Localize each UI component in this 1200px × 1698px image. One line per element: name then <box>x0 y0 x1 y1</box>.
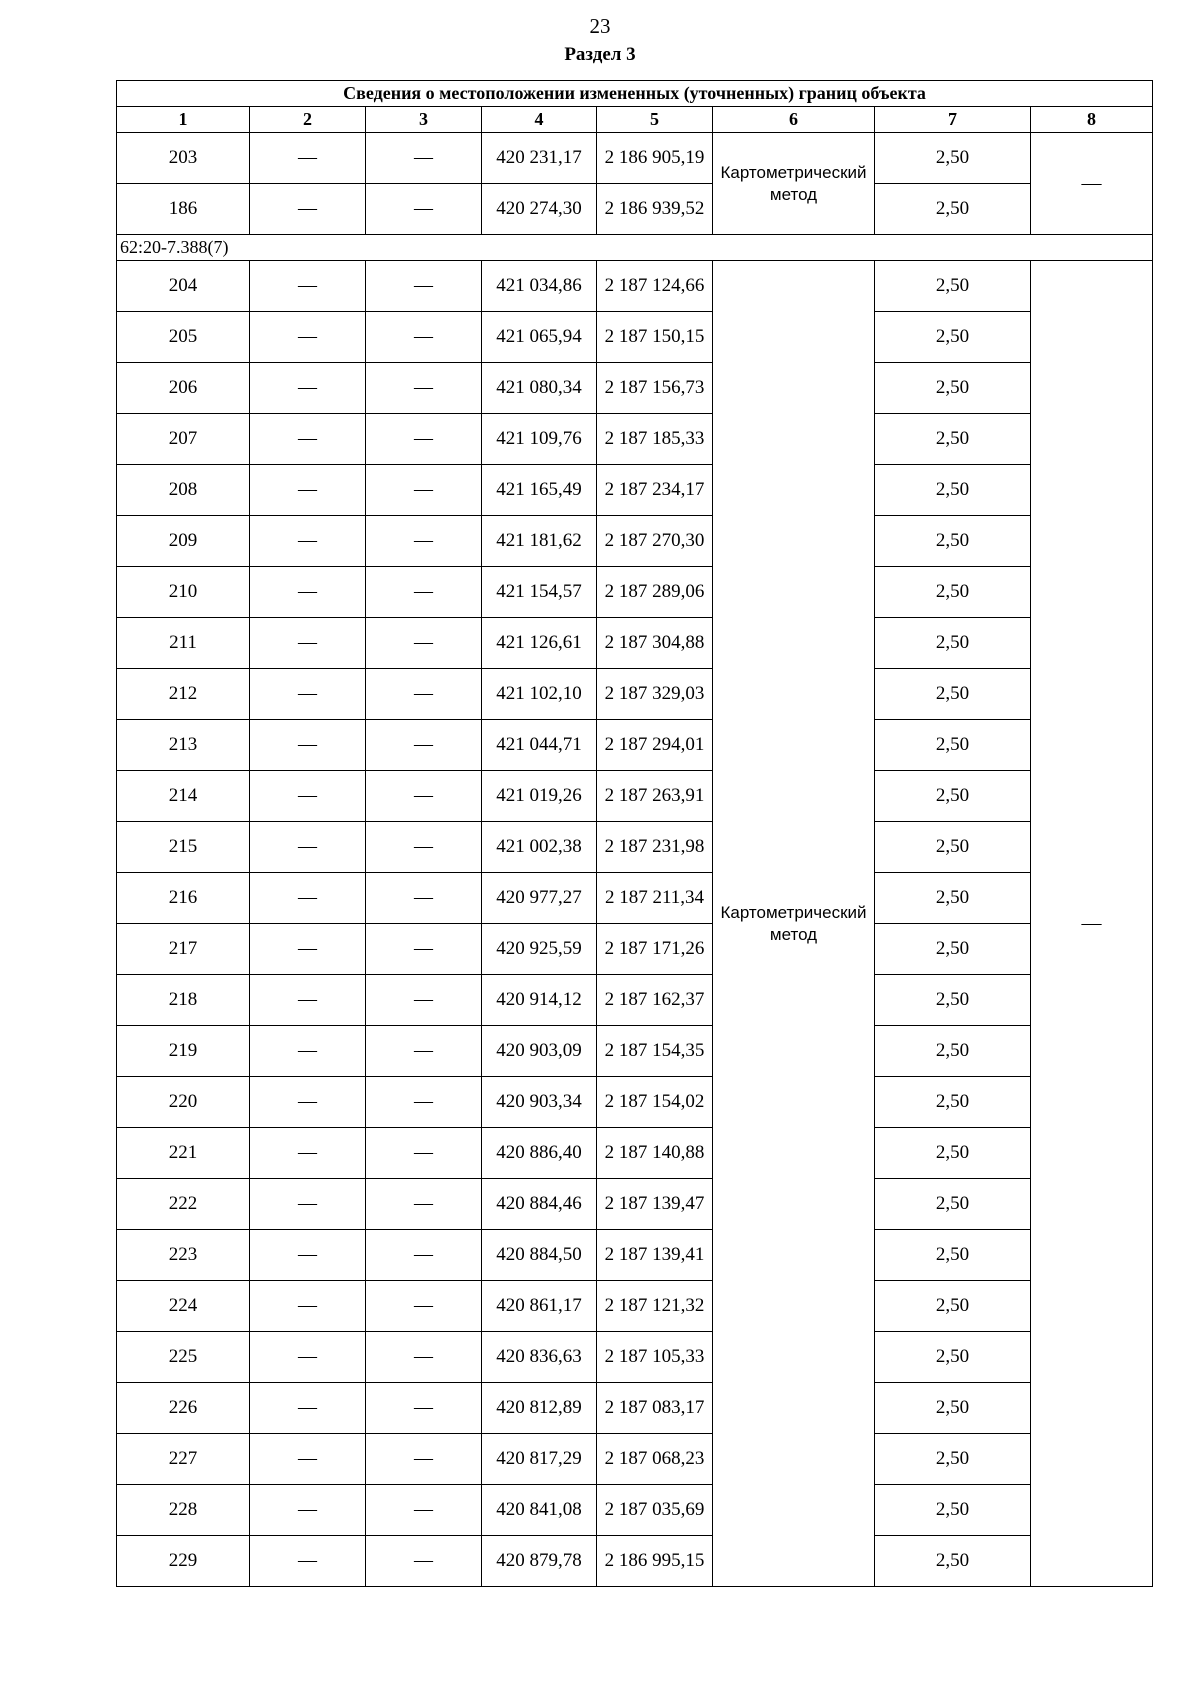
accuracy-value: 2,50 <box>875 669 1031 720</box>
coordinate-x: 420 879,78 <box>482 1536 597 1587</box>
point-number: 226 <box>117 1383 250 1434</box>
table-row <box>117 1179 1153 1230</box>
accuracy-value: 2,50 <box>875 1434 1031 1485</box>
table-row <box>117 414 1153 465</box>
column-number: 5 <box>597 107 713 133</box>
coordinate-x: 421 154,57 <box>482 567 597 618</box>
coordinate-x: 420 903,34 <box>482 1077 597 1128</box>
accuracy-value: 2,50 <box>875 1026 1031 1077</box>
cell-col3: — <box>366 567 482 618</box>
cell-col3: — <box>366 720 482 771</box>
coordinate-x: 421 002,38 <box>482 822 597 873</box>
coordinate-x: 421 034,86 <box>482 261 597 312</box>
cell-col2: — <box>250 414 366 465</box>
table-row <box>117 1128 1153 1179</box>
coordinate-x: 420 231,17 <box>482 133 597 184</box>
accuracy-value: 2,50 <box>875 1485 1031 1536</box>
cell-col2: — <box>250 618 366 669</box>
coordinate-y: 2 187 121,32 <box>597 1281 713 1332</box>
accuracy-value: 2,50 <box>875 924 1031 975</box>
accuracy-value: 2,50 <box>875 1077 1031 1128</box>
coordinate-x: 420 861,17 <box>482 1281 597 1332</box>
cell-col3: — <box>366 1179 482 1230</box>
coordinate-x: 421 102,10 <box>482 669 597 720</box>
cell-col3: — <box>366 1077 482 1128</box>
cell-col3: — <box>366 414 482 465</box>
coordinate-x: 421 109,76 <box>482 414 597 465</box>
point-number: 223 <box>117 1230 250 1281</box>
coordinate-x: 421 126,61 <box>482 618 597 669</box>
accuracy-value: 2,50 <box>875 312 1031 363</box>
cell-col2: — <box>250 1332 366 1383</box>
coordinate-x: 420 914,12 <box>482 975 597 1026</box>
coordinate-y: 2 187 162,37 <box>597 975 713 1026</box>
cell-col2: — <box>250 1434 366 1485</box>
accuracy-value: 2,50 <box>875 414 1031 465</box>
point-number: 206 <box>117 363 250 414</box>
cell-col2: — <box>250 133 366 184</box>
coordinate-y: 2 187 154,35 <box>597 1026 713 1077</box>
point-number: 221 <box>117 1128 250 1179</box>
point-number: 220 <box>117 1077 250 1128</box>
table-row <box>117 873 1153 924</box>
cell-col2: — <box>250 1077 366 1128</box>
coordinate-x: 420 925,59 <box>482 924 597 975</box>
page-number: 23 <box>589 14 611 38</box>
point-number: 227 <box>117 1434 250 1485</box>
boundary-table <box>116 80 1153 1587</box>
accuracy-value: 2,50 <box>875 1332 1031 1383</box>
point-number: 217 <box>117 924 250 975</box>
table-row <box>117 1026 1153 1077</box>
coordinate-y: 2 187 035,69 <box>597 1485 713 1536</box>
cell-col2: — <box>250 822 366 873</box>
cell-col2: — <box>250 516 366 567</box>
cell-col2: — <box>250 261 366 312</box>
coordinate-y: 2 187 289,06 <box>597 567 713 618</box>
point-number: 228 <box>117 1485 250 1536</box>
method-cell: Картометрический метод <box>713 133 875 235</box>
accuracy-value: 2,50 <box>875 184 1031 235</box>
accuracy-value: 2,50 <box>875 771 1031 822</box>
cell-col2: — <box>250 873 366 924</box>
accuracy-value: 2,50 <box>875 1383 1031 1434</box>
coordinate-x: 420 274,30 <box>482 184 597 235</box>
accuracy-value: 2,50 <box>875 465 1031 516</box>
table-row <box>117 363 1153 414</box>
cell-col3: — <box>366 1536 482 1587</box>
cell-col3: — <box>366 1332 482 1383</box>
point-number: 207 <box>117 414 250 465</box>
accuracy-value: 2,50 <box>875 1179 1031 1230</box>
point-number: 216 <box>117 873 250 924</box>
coordinate-y: 2 187 140,88 <box>597 1128 713 1179</box>
accuracy-value: 2,50 <box>875 873 1031 924</box>
accuracy-value: 2,50 <box>875 822 1031 873</box>
table-row <box>117 1383 1153 1434</box>
coordinate-x: 420 812,89 <box>482 1383 597 1434</box>
coordinate-x: 420 817,29 <box>482 1434 597 1485</box>
table-row <box>117 771 1153 822</box>
table-row <box>117 1332 1153 1383</box>
coordinate-x: 420 903,09 <box>482 1026 597 1077</box>
table-row <box>117 133 1153 184</box>
table-row <box>117 669 1153 720</box>
coordinate-x: 421 044,71 <box>482 720 597 771</box>
coordinate-x: 420 977,27 <box>482 873 597 924</box>
section-title: Раздел 3 <box>564 44 636 65</box>
point-number: 205 <box>117 312 250 363</box>
cell-col3: — <box>366 924 482 975</box>
cell-col3: — <box>366 873 482 924</box>
accuracy-value: 2,50 <box>875 567 1031 618</box>
coordinate-y: 2 186 905,19 <box>597 133 713 184</box>
cell-col2: — <box>250 720 366 771</box>
cell-col3: — <box>366 1026 482 1077</box>
cell-col2: — <box>250 363 366 414</box>
coordinate-x: 420 884,50 <box>482 1230 597 1281</box>
cell-col8: — <box>1031 261 1153 1587</box>
table-caption: Сведения о местоположении измененных (уточненных) границ объекта <box>117 81 1153 107</box>
coordinate-x: 420 841,08 <box>482 1485 597 1536</box>
point-number: 209 <box>117 516 250 567</box>
cell-col8: — <box>1031 133 1153 235</box>
coordinate-y: 2 187 139,41 <box>597 1230 713 1281</box>
coordinate-y: 2 187 156,73 <box>597 363 713 414</box>
cell-col3: — <box>366 312 482 363</box>
coordinate-x: 421 080,34 <box>482 363 597 414</box>
cell-col3: — <box>366 261 482 312</box>
point-number: 212 <box>117 669 250 720</box>
coordinate-y: 2 186 995,15 <box>597 1536 713 1587</box>
coordinate-y: 2 187 154,02 <box>597 1077 713 1128</box>
point-number: 218 <box>117 975 250 1026</box>
table-row <box>117 618 1153 669</box>
column-number: 6 <box>713 107 875 133</box>
cell-col2: — <box>250 567 366 618</box>
point-number: 225 <box>117 1332 250 1383</box>
coordinate-y: 2 187 329,03 <box>597 669 713 720</box>
parcel-label: 62:20-7.388(7) <box>117 235 1153 261</box>
cell-col3: — <box>366 975 482 1026</box>
cell-col3: — <box>366 1434 482 1485</box>
accuracy-value: 2,50 <box>875 975 1031 1026</box>
cell-col3: — <box>366 465 482 516</box>
column-number: 1 <box>117 107 250 133</box>
cell-col3: — <box>366 618 482 669</box>
point-number: 229 <box>117 1536 250 1587</box>
table-row <box>117 822 1153 873</box>
cell-col3: — <box>366 1281 482 1332</box>
accuracy-value: 2,50 <box>875 261 1031 312</box>
cell-col2: — <box>250 669 366 720</box>
coordinate-y: 2 187 083,17 <box>597 1383 713 1434</box>
table-row <box>117 1536 1153 1587</box>
table-row <box>117 312 1153 363</box>
cell-col3: — <box>366 1383 482 1434</box>
point-number: 219 <box>117 1026 250 1077</box>
cell-col3: — <box>366 363 482 414</box>
table-row <box>117 1434 1153 1485</box>
cell-col3: — <box>366 184 482 235</box>
cell-col2: — <box>250 975 366 1026</box>
table-row <box>117 720 1153 771</box>
cell-col3: — <box>366 1230 482 1281</box>
cell-col3: — <box>366 133 482 184</box>
table-row <box>117 567 1153 618</box>
coordinate-y: 2 186 939,52 <box>597 184 713 235</box>
coordinate-y: 2 187 124,66 <box>597 261 713 312</box>
coordinate-x: 421 019,26 <box>482 771 597 822</box>
coordinate-y: 2 187 231,98 <box>597 822 713 873</box>
accuracy-value: 2,50 <box>875 516 1031 567</box>
accuracy-value: 2,50 <box>875 1281 1031 1332</box>
coordinate-y: 2 187 234,17 <box>597 465 713 516</box>
coordinate-y: 2 187 171,26 <box>597 924 713 975</box>
column-number: 2 <box>250 107 366 133</box>
column-number: 3 <box>366 107 482 133</box>
cell-col3: — <box>366 1128 482 1179</box>
column-number: 4 <box>482 107 597 133</box>
coordinate-x: 421 165,49 <box>482 465 597 516</box>
accuracy-value: 2,50 <box>875 1128 1031 1179</box>
cell-col2: — <box>250 1026 366 1077</box>
coordinate-x: 420 884,46 <box>482 1179 597 1230</box>
cell-col2: — <box>250 1179 366 1230</box>
point-number: 210 <box>117 567 250 618</box>
cell-col3: — <box>366 516 482 567</box>
table-row <box>117 465 1153 516</box>
coordinate-y: 2 187 304,88 <box>597 618 713 669</box>
table-row <box>117 1281 1153 1332</box>
table-row <box>117 516 1153 567</box>
cell-col3: — <box>366 771 482 822</box>
coordinate-y: 2 187 211,34 <box>597 873 713 924</box>
accuracy-value: 2,50 <box>875 618 1031 669</box>
method-cell: Картометрический метод <box>713 261 875 1587</box>
point-number: 215 <box>117 822 250 873</box>
point-number: 214 <box>117 771 250 822</box>
cell-col2: — <box>250 1383 366 1434</box>
cell-col2: — <box>250 1536 366 1587</box>
table-row <box>117 184 1153 235</box>
point-number: 224 <box>117 1281 250 1332</box>
coordinate-y: 2 187 185,33 <box>597 414 713 465</box>
cell-col2: — <box>250 312 366 363</box>
point-number: 208 <box>117 465 250 516</box>
coordinate-x: 421 065,94 <box>482 312 597 363</box>
table-row <box>117 1077 1153 1128</box>
coordinate-y: 2 187 139,47 <box>597 1179 713 1230</box>
accuracy-value: 2,50 <box>875 1536 1031 1587</box>
table-row <box>117 975 1153 1026</box>
coordinate-x: 420 886,40 <box>482 1128 597 1179</box>
cell-col2: — <box>250 1230 366 1281</box>
accuracy-value: 2,50 <box>875 133 1031 184</box>
point-number: 203 <box>117 133 250 184</box>
accuracy-value: 2,50 <box>875 1230 1031 1281</box>
coordinate-y: 2 187 294,01 <box>597 720 713 771</box>
cell-col3: — <box>366 1485 482 1536</box>
cell-col2: — <box>250 1485 366 1536</box>
coordinate-y: 2 187 150,15 <box>597 312 713 363</box>
table-row <box>117 1485 1153 1536</box>
cell-col2: — <box>250 771 366 822</box>
table-row <box>117 261 1153 312</box>
coordinate-y: 2 187 068,23 <box>597 1434 713 1485</box>
accuracy-value: 2,50 <box>875 720 1031 771</box>
cell-col2: — <box>250 1128 366 1179</box>
cell-col2: — <box>250 465 366 516</box>
coordinate-x: 420 836,63 <box>482 1332 597 1383</box>
table-row <box>117 1230 1153 1281</box>
coordinate-y: 2 187 105,33 <box>597 1332 713 1383</box>
table-row <box>117 924 1153 975</box>
point-number: 186 <box>117 184 250 235</box>
cell-col2: — <box>250 1281 366 1332</box>
coordinate-y: 2 187 270,30 <box>597 516 713 567</box>
point-number: 204 <box>117 261 250 312</box>
point-number: 211 <box>117 618 250 669</box>
column-number: 7 <box>875 107 1031 133</box>
cell-col2: — <box>250 184 366 235</box>
column-number: 8 <box>1031 107 1153 133</box>
cell-col3: — <box>366 822 482 873</box>
cell-col3: — <box>366 669 482 720</box>
point-number: 222 <box>117 1179 250 1230</box>
accuracy-value: 2,50 <box>875 363 1031 414</box>
parcel-row <box>117 235 1153 261</box>
coordinate-y: 2 187 263,91 <box>597 771 713 822</box>
coordinate-x: 421 181,62 <box>482 516 597 567</box>
point-number: 213 <box>117 720 250 771</box>
cell-col2: — <box>250 924 366 975</box>
